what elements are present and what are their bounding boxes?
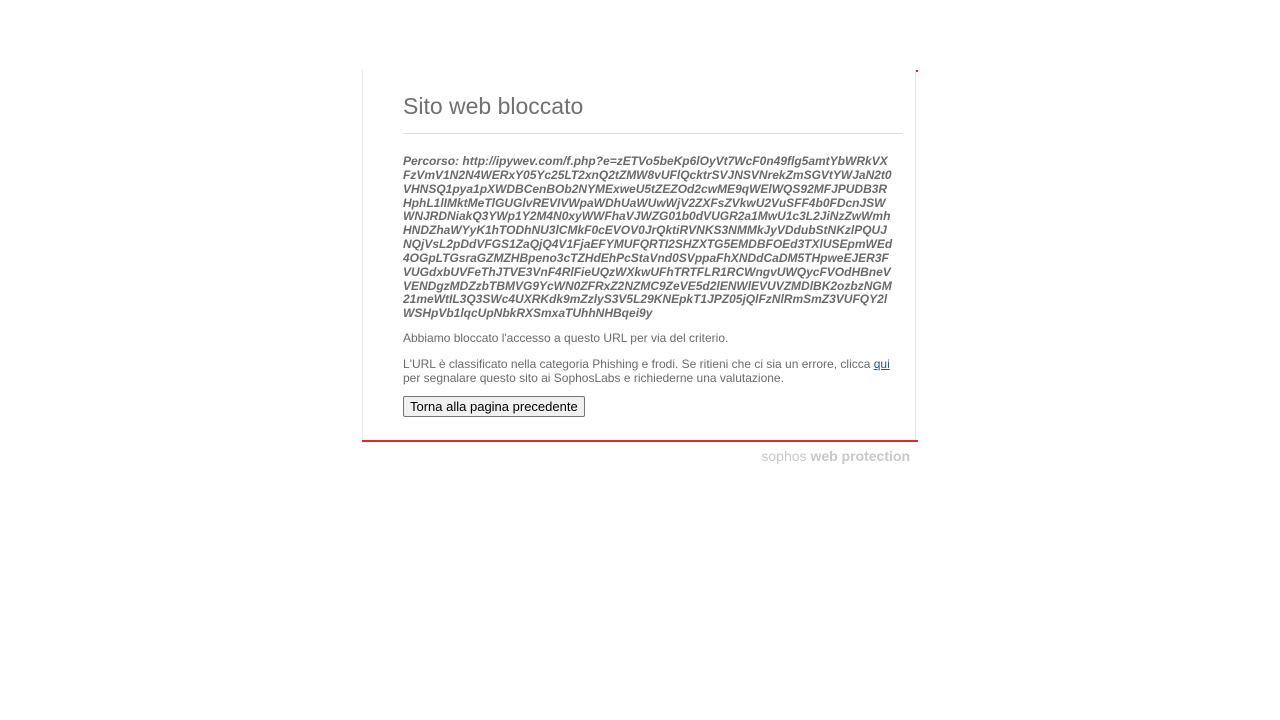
report-link[interactable]: qui bbox=[873, 357, 890, 372]
card-content bbox=[403, 70, 903, 417]
category-message bbox=[403, 357, 903, 385]
footer-brand bbox=[362, 448, 910, 464]
category-message-text-2: per segnalare questo sito ai SophosLabs e richiederne una valutazione. bbox=[403, 371, 784, 386]
brand-bold-text: web protection bbox=[810, 448, 910, 464]
blocked-path bbox=[403, 155, 893, 321]
blocked-message: Abbiamo bloccato l'accesso a questo URL per via del criterio. bbox=[403, 331, 729, 346]
title-divider bbox=[403, 133, 903, 134]
bottom-accent-line bbox=[362, 440, 918, 442]
back-button[interactable]: Torna alla pagina precedente bbox=[403, 396, 585, 417]
block-page-card bbox=[362, 70, 916, 440]
path-label: Percorso: bbox=[403, 154, 460, 168]
brand-light-text: sophos bbox=[761, 448, 807, 464]
page-title: Sito web bloccato bbox=[403, 93, 584, 119]
path-url: http://ipywev.com/f.php?e=zETVo5beKp6lOyVt7WcF0n49flg5amtYbWRkVXFzVmV1N2N4WERxY05Yc25LT2xnQ2tZMW8vUFlQcktrSVJNSVNrekZmSGVtYWJaN2t0VHNSQ1pya1pXWDBCenBOb2NYMExweU5tZEZOd2cwME9qWElWQS92MFJPUDB3RHphL1lIMktMeTlGUGlvREVIVWpaWDhUaWUwWjV2ZXFsZVkwU2VuSFF4b0FDcnJSWWNJRDNiakQ3YWp1Y2M4N0xyWWFhaVJWZG01b0dVUGR2a1MwU1c3L2JiNzZwWmhHNDZhaWYyK1hTODhNU3lCMkF0cEVOV0JrQktiRVNKS3NMMkJyVDdubStNKzlPQUJNQjVsL2pDdVFGS1ZaQjQ4V1FjaEFYMUFQRTI2SHZXTG5EMDBFOEd3TXlUSEpmWEd4OGpLTGsraGZMZHBpeno3cTZHdEhPcStaVnd0SVppaFhXNDdCaDM5THpweEJER3FVUGdxbUVFeThJTVE3VnF4RlFieUQzWXkwUFhTRTFLR1RCWngvUWQycFVOdHBneVVENDgzMDZzbTBMVG9YcWN0ZFRxZ2NZMC9ZeVE5d2lENWlEVUVZMDlBK2ozbzNGM21meWtIL3Q3SWc4UXRKdk9mZzlyS3V5L29KNEpkT1JPZ05jQlFzNlRmSmZ3VUFQY2lWSHpVb1lqcUpNbkRXSmxaTUhhNHBqei9y bbox=[403, 154, 893, 321]
category-message-text: L'URL è classificato nella categoria Phishing e frodi. Se ritieni che ci sia un errore, clicca bbox=[403, 357, 874, 372]
